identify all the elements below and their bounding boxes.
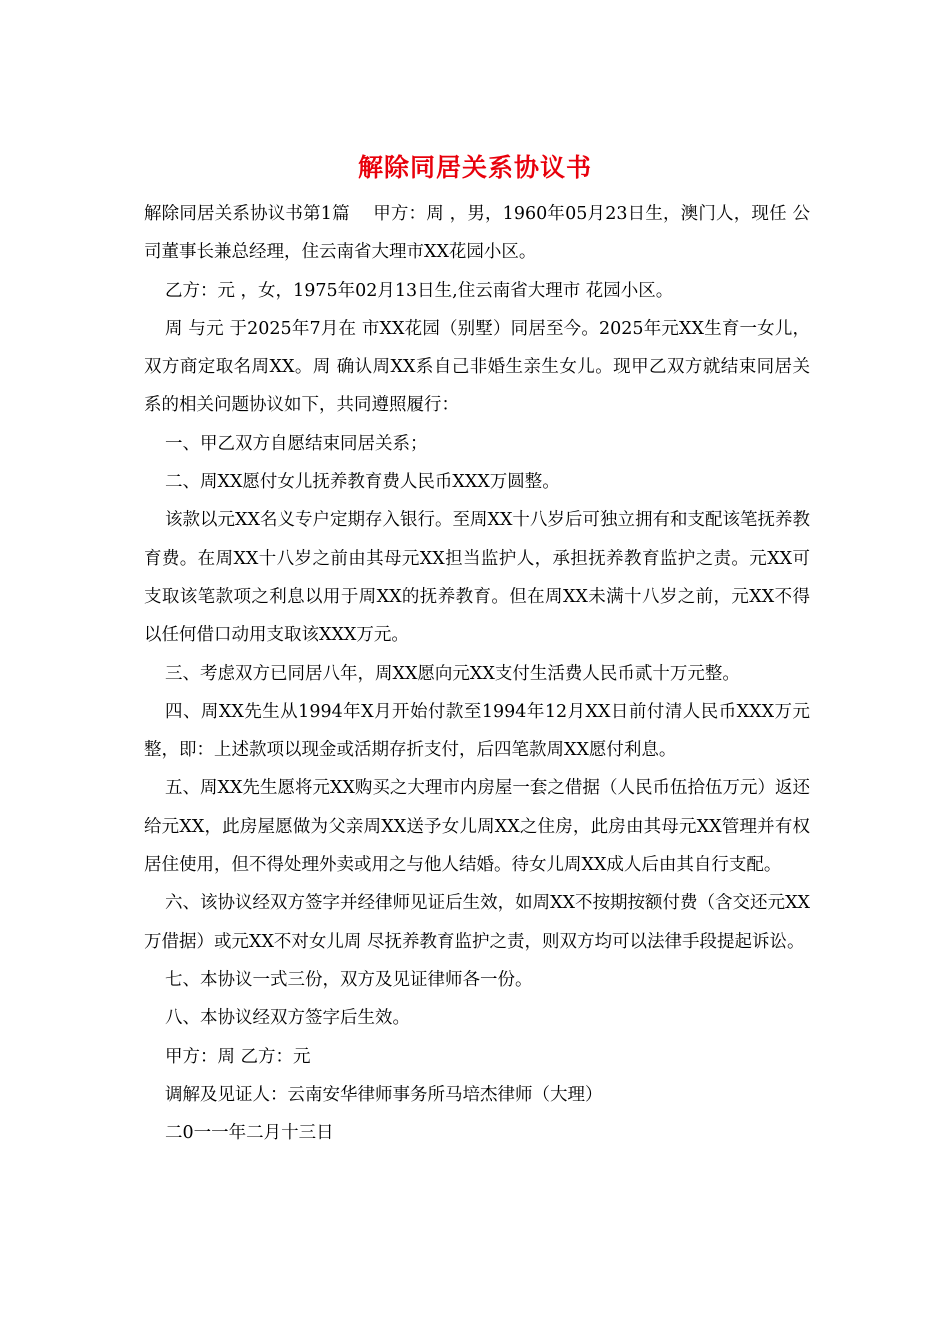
clause-2-details: 该款以元XX名义专户定期存入银行。至周XX十八岁后可独立拥有和支配该笔抚养教育费。在周XX十八岁之前由其母元XX担当监护人，承担抚养教育监护之责。元XX可支取该笔款项之利息以用于周XX的抚养教育。但在周XX未满十八岁之前，元XX不得以任何借口动用支取该XXX万元。 bbox=[144, 510, 810, 646]
clause-8: 八、本协议经双方签字后生效。 bbox=[165, 1008, 410, 1029]
clause-6: 六、该协议经双方签字并经律师见证后生效，如周XX不按期按额付费（含交还元XX万借据）或元XX不对女儿周 尽抚养教育监护之责，则双方均可以法律手段提起诉讼。 bbox=[144, 893, 810, 952]
clause-4: 四、周XX先生从1994年X月开始付款至1994年12月XX日前付清人民币XXX万元整，即：上述款项以现金或活期存折支付，后四笔款周XX愿付利息。 bbox=[144, 701, 810, 761]
document-date: 二0一一年二月十三日 bbox=[165, 1123, 334, 1144]
clause-3: 三、考虑双方已同居八年，周XX愿向元XX支付生活费人民币贰十万元整。 bbox=[165, 663, 740, 684]
document-title: 解除同居关系协议书 bbox=[357, 153, 592, 182]
clause-1: 一、甲乙双方自愿结束同居关系； bbox=[165, 433, 428, 454]
clause-7: 七、本协议一式三份，双方及见证律师各一份。 bbox=[165, 969, 533, 990]
witness-line: 调解及见证人：云南安华律师事务所马培杰律师（大理） bbox=[165, 1084, 603, 1105]
clause-2: 二、周XX愿付女儿抚养教育费人民币XXX万圆整。 bbox=[165, 472, 560, 493]
paragraph-background: 周 与元 于2025年7月在 市XX花园（别墅）同居至今。2025年元XX生育一女儿，双方商定取名周XX。周 确认周XX系自己非婚生亲生女儿。现甲乙双方就结束同居关系的相关问题协议如下，共同遵照履行： bbox=[144, 318, 810, 416]
paragraph-party-b: 乙方：元 ，女，1975年02月13日生,住云南省大理市 花园小区。 bbox=[165, 280, 674, 301]
paragraph-intro: 解除同居关系协议书第1篇 甲方：周 ，男，1960年05月23日生，澳门人，现任 公司董事长兼总经理，住云南省大理市XX花园小区。 bbox=[144, 204, 810, 263]
signature-parties: 甲方：周 乙方：元 bbox=[165, 1046, 311, 1067]
document-body bbox=[144, 195, 810, 1152]
clause-5: 五、周XX先生愿将元XX购买之大理市内房屋一套之借据（人民币伍拾伍万元）返还给元XX，此房屋愿做为父亲周XX送予女儿周XX之住房，此房由其母元XX管理并有权居住使用，但不得处理外卖或用之与他人结婚。待女儿周XX成人后由其自行支配。 bbox=[144, 778, 810, 876]
